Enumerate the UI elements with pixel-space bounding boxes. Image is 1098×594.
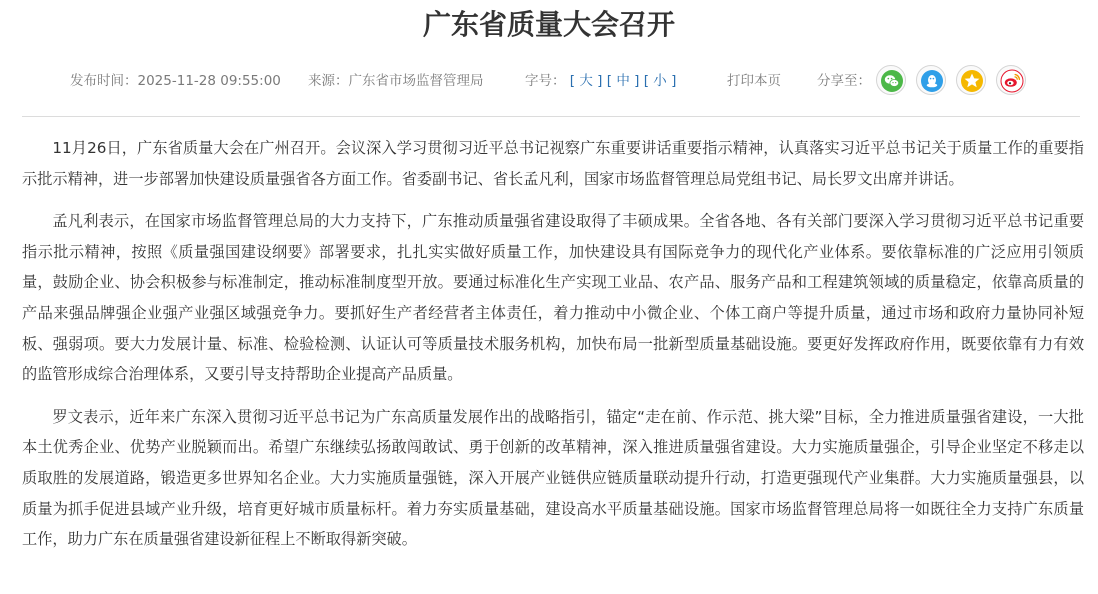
article-paragraph-1: 11月26日，广东省质量大会在广州召开。会议深入学习贯彻习近平总书记视察广东重要讲话重要指示精神，认真落实习近平总书记关于质量工作的重要指示批示精神，进一步部署加快建设质量强省各方面工作。省委副书记、省长孟凡利，国家市场监督管理总局党组书记、局长罗文出席并讲话。	[22, 139, 1084, 188]
font-size-small-button[interactable]: 小	[653, 73, 667, 89]
article-body	[22, 133, 1084, 567]
print-page-link[interactable]: 打印本页	[727, 73, 781, 89]
font-size-label: 字号：	[525, 73, 566, 89]
qq-icon[interactable]	[916, 65, 946, 95]
font-size-medium-button[interactable]: 中	[616, 73, 630, 89]
font-size-switcher: 字号： [ 大 ] [ 中 ] [ 小 ]	[525, 73, 677, 89]
header-divider	[22, 116, 1080, 117]
qzone-icon[interactable]	[956, 65, 986, 95]
article-paragraph-3: 罗文表示，近年来广东深入贯彻习近平总书记为广东高质量发展作出的战略指引，锚定“走在前、作示范、挑大梁”目标，全力推进质量强省建设，一大批本土优秀企业、优势产业脱颖而出。希望广东继续弘扬敢闯敢试、勇于创新的改革精神，深入推进质量强省建设。大力实施质量强企，引导企业坚定不移走以质取胜的发展道路，锻造更多世界知名企业。大力实施质量强链，深入开展产业链供应链质量联动提升行动，打造更强现代产业集群。大力实施质量强县，以质量为抓手促进县域产业升级，培育更好城市质量标杆。着力夯实质量基础，建设高水平质量基础设施。国家市场监督管理总局将一如既往全力支持广东质量工作，助力广东在质量强省建设新征程上不断取得新突破。	[22, 407, 1084, 549]
font-size-large-button[interactable]: 大	[579, 73, 593, 89]
share-label: 分享至：	[817, 73, 871, 89]
weibo-icon[interactable]	[996, 65, 1026, 95]
publish-time: 发布时间：2025-11-28 09:55:00	[70, 73, 281, 89]
article-title: 广东省质量大会召开	[422, 8, 675, 41]
article-source: 来源：广东省市场监督管理局	[308, 73, 484, 89]
wechat-icon[interactable]	[876, 65, 906, 95]
article-paragraph-2: 孟凡利表示，在国家市场监督管理总局的大力支持下，广东推动质量强省建设取得了丰硕成果。全省各地、各有关部门要深入学习贯彻习近平总书记重要指示批示精神，按照《质量强国建设纲要》部署要求，扎扎实实做好质量工作，加快建设具有国际竞争力的现代化产业体系。要依靠标准的广泛应用引领质量，鼓励企业、协会积极参与标准制定，推动标准制度型开放。要通过标准化生产实现工业品、农产品、服务产品和工程建筑领域的质量稳定，依靠高质量的产品来强品牌强企业强产业强区域强竞争力。要抓好生产者经营者主体责任，着力推动中小微企业、个体工商户等提升质量，通过市场和政府力量协同补短板、强弱项。要大力发展计量、标准、检验检测、认证认可等质量技术服务机构，加快布局一批新型质量基础设施。要更好发挥政府作用，既要依靠有力有效的监管形成综合治理体系，又要引导支持帮助企业提高产品质量。	[22, 212, 1084, 384]
article-meta-bar	[0, 64, 1098, 98]
